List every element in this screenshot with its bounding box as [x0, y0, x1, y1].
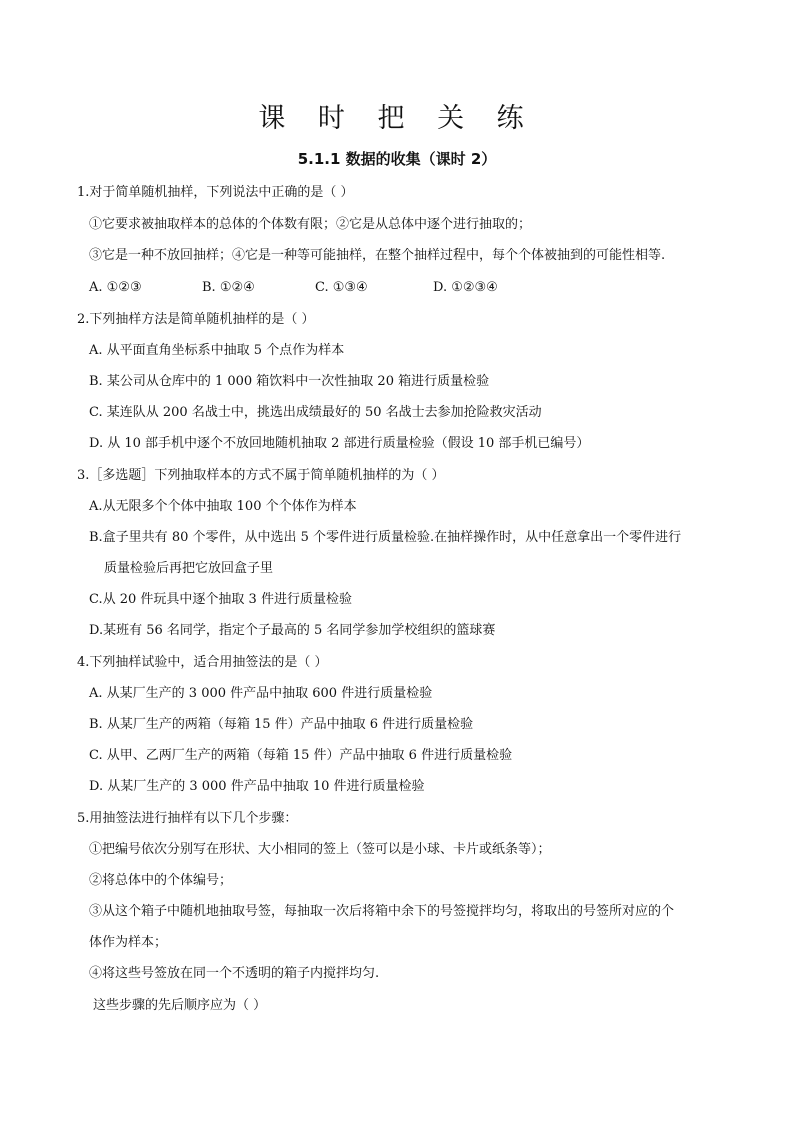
question-1-statement-2: ③它是一种不放回抽样；④它是一种等可能抽样，在整个抽样过程中，每个个体被抽到的可能性相等. — [89, 248, 666, 263]
question-1-option-a: A. ①②③ — [89, 280, 142, 295]
question-5-stem: 5.用抽签法进行抽样有以下几个步骤： — [77, 811, 298, 826]
question-5-step-1: ①把编号依次分别写在形状、大小相同的签上（签可以是小球、卡片或纸条等）； — [89, 842, 551, 857]
question-2-option-c: C. 某连队从 200 名战士中，挑选出成绩最好的 50 名战士去参加抢险救灾活动 — [89, 405, 542, 420]
question-5-order-prompt: 这些步骤的先后顺序应为（ ） — [93, 998, 267, 1013]
question-1-option-b: B. ①②④ — [202, 280, 255, 295]
question-3-stem: 3.［多选题］下列抽取样本的方式不属于简单随机抽样的为（ ） — [77, 468, 445, 483]
question-1-option-c: C. ①③④ — [315, 280, 368, 295]
question-1-statement-1: ①它要求被抽取样本的总体的个体数有限；②它是从总体中逐个进行抽取的； — [89, 217, 532, 232]
question-2-option-d: D. 从 10 部手机中逐个不放回地随机抽取 2 部进行质量检验（假设 10 部手机已编号） — [89, 436, 590, 451]
question-5-step-3-line-2: 体作为样本； — [89, 935, 168, 950]
lesson-subtitle: 5.1.1 数据的收集（课时 2） — [297, 150, 497, 168]
page-title: 课 时 把 关 练 — [258, 103, 536, 134]
question-1-option-d: D. ①②③④ — [433, 280, 498, 295]
question-5-step-2: ②将总体中的个体编号； — [89, 873, 233, 888]
question-2-option-a: A. 从平面直角坐标系中抽取 5 个点作为样本 — [89, 343, 345, 358]
question-2-stem: 2.下列抽样方法是简单随机抽样的是（ ） — [77, 312, 315, 327]
question-5-step-3-line-1: ③从这个箱子中随机地抽取号签，每抽取一次后将箱中余下的号签搅拌均匀，将取出的号签所对应的个 — [89, 904, 675, 919]
question-2-option-b: B. 某公司从仓库中的 1 000 箱饮料中一次性抽取 20 箱进行质量检验 — [89, 374, 490, 389]
question-3-option-b-line-2: 质量检验后再把它放回盒子里 — [104, 561, 274, 576]
question-4-option-b: B. 从某厂生产的两箱（每箱 15 件）产品中抽取 6 件进行质量检验 — [89, 717, 474, 732]
question-3-option-c: C.从 20 件玩具中逐个抽取 3 件进行质量检验 — [89, 592, 352, 607]
question-3-option-b-line-1: B.盒子里共有 80 个零件，从中选出 5 个零件进行质量检验.在抽样操作时，从中任意拿出一个零件进行 — [89, 530, 682, 545]
question-1-stem: 1.对于简单随机抽样，下列说法中正确的是（ ） — [77, 185, 354, 200]
question-5-step-4: ④将这些号签放在同一个不透明的箱子内搅拌均匀. — [89, 966, 380, 981]
question-4-option-d: D. 从某厂生产的 3 000 件产品中抽取 10 件进行质量检验 — [89, 779, 425, 794]
question-4-stem: 4.下列抽样试验中，适合用抽签法的是（ ） — [77, 655, 328, 670]
question-4-option-a: A. 从某厂生产的 3 000 件产品中抽取 600 件进行质量检验 — [89, 686, 433, 701]
question-4-option-c: C. 从甲、乙两厂生产的两箱（每箱 15 件）产品中抽取 6 件进行质量检验 — [89, 748, 513, 763]
question-3-option-d: D.某班有 56 名同学，指定个子最高的 5 名同学参加学校组织的篮球赛 — [89, 623, 496, 638]
question-3-option-a: A.从无限多个个体中抽取 100 个个体作为样本 — [89, 499, 357, 514]
